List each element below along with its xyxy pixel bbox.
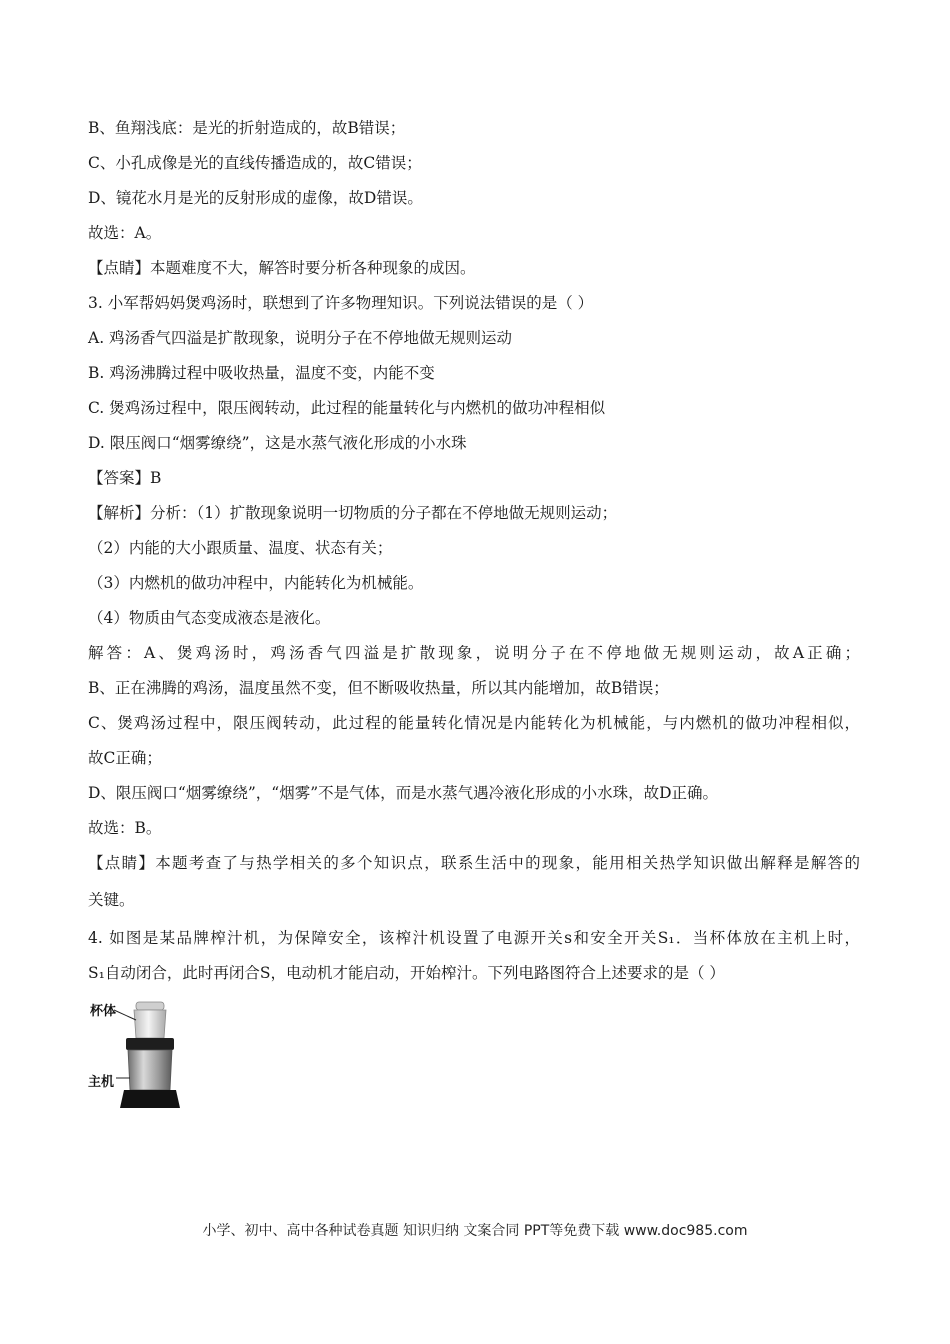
solution-line: 解答：A、煲鸡汤时，鸡汤香气四溢是扩散现象，说明分子在不停地做无规则运动，故A正确； <box>88 644 860 662</box>
question-3-option-b: B. 鸡汤沸腾过程中吸收热量，温度不变，内能不变 <box>88 364 435 382</box>
solution-line: C、煲鸡汤过程中，限压阀转动，此过程的能量转化情况是内能转化为机械能，与内燃机的做功冲程相似， <box>88 714 860 732</box>
question-4-stem: 4. 如图是某品牌榨汁机，为保障安全，该榨汁机设置了电源开关s和安全开关S₁．当杯体放在主机上时， <box>88 929 860 947</box>
answer-label: 【答案】B <box>88 469 162 487</box>
page-footer: 小学、初中、高中各种试卷真题 知识归纳 文案合同 PPT等免费下载 www.doc985.com <box>202 1223 748 1239</box>
analysis-line: （3）内燃机的做功冲程中，内能转化为机械能。 <box>88 574 424 592</box>
analysis-line: （2）内能的大小跟质量、温度、状态有关； <box>88 539 393 557</box>
question-4-stem: S₁自动闭合，此时再闭合S，电动机才能启动，开始榨汁。下列电路图符合上述要求的是（ ） <box>88 964 725 982</box>
text-line: 故选：A。 <box>88 224 162 242</box>
question-3-option-c: C. 煲鸡汤过程中，限压阀转动，此过程的能量转化与内燃机的做功冲程相似 <box>88 399 606 417</box>
solution-line: D、限压阀口“烟雾缭绕”，“烟雾”不是气体，而是水蒸气遇冷液化形成的小水珠，故D正确。 <box>88 784 719 802</box>
base-label: 主机 <box>88 1075 115 1090</box>
comment-line: 【点睛】本题考查了与热学相关的多个知识点，联系生活中的现象，能用相关热学知识做出解释是解答的 <box>88 854 860 872</box>
text-line: 故选：B。 <box>88 819 162 837</box>
analysis-line: （4）物质由气态变成液态是液化。 <box>88 609 331 627</box>
question-3-stem: 3. 小军帮妈妈煲鸡汤时，联想到了许多物理知识。下列说法错误的是（ ） <box>88 294 594 312</box>
solution-line: B、正在沸腾的鸡汤，温度虽然不变，但不断吸收热量，所以其内能增加，故B错误； <box>88 679 669 697</box>
solution-line: 故C正确； <box>88 749 162 767</box>
text-line: B、鱼翔浅底：是光的折射造成的，故B错误； <box>88 119 406 137</box>
juicer-figure <box>88 998 208 1116</box>
question-3-option-d: D. 限压阀口“烟雾缭绕”，这是水蒸气液化形成的小水珠 <box>88 434 467 452</box>
cup-label: 杯体 <box>90 1004 117 1019</box>
text-line: C、小孔成像是光的直线传播造成的，故C错误； <box>88 154 422 172</box>
text-line: D、镜花水月是光的反射形成的虚像，故D错误。 <box>88 189 423 207</box>
question-3-option-a: A. 鸡汤香气四溢是扩散现象，说明分子在不停地做无规则运动 <box>88 329 513 347</box>
text-line: 【点睛】本题难度不大，解答时要分析各种现象的成因。 <box>88 259 476 277</box>
analysis-line: 【解析】分析：（1）扩散现象说明一切物质的分子都在不停地做无规则运动； <box>88 504 618 522</box>
comment-line: 关键。 <box>88 891 135 909</box>
